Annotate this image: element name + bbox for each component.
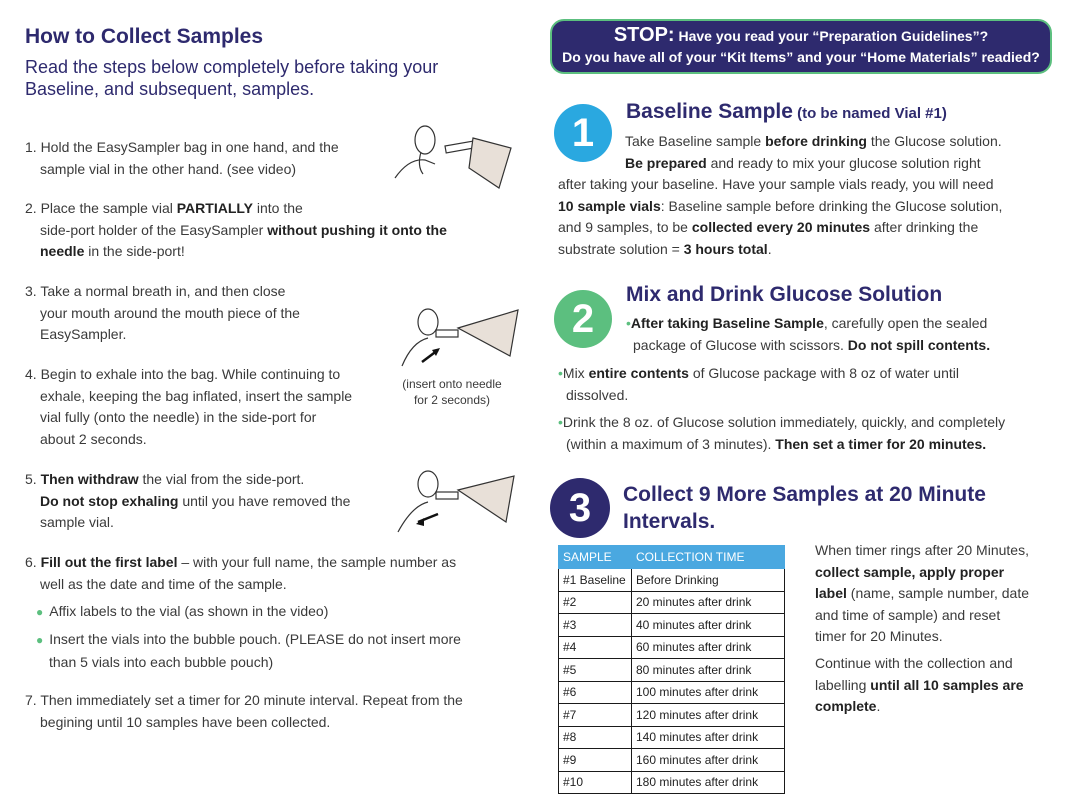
- step-number-2: 2: [554, 290, 612, 348]
- step-2: 2. Place the sample vial PARTIALLY into the side-port holder of the EasySampler without pushing it onto the needle in the side-port!: [25, 200, 447, 259]
- table-row: #6 100 minutes after drink: [559, 681, 785, 704]
- section-2-title: Mix and Drink Glucose Solution: [626, 283, 943, 306]
- table-header-collection-time: COLLECTION TIME: [632, 546, 785, 569]
- table-row: #3 40 minutes after drink: [559, 614, 785, 637]
- table-row: #9 160 minutes after drink: [559, 749, 785, 772]
- table-row: #1 Baseline Before Drinking: [559, 569, 785, 592]
- table-header-row: [559, 546, 785, 569]
- page-subtitle: Read the steps below completely before taking your Baseline, and subsequent, samples.: [25, 57, 439, 99]
- step-6-bullet-2: ● Insert the vials into the bubble pouch. (PLEASE do not insert more than 5 vials into each bubble pouch): [36, 631, 461, 670]
- table-row: #8 140 minutes after drink: [559, 726, 785, 749]
- step-number-1: 1: [554, 104, 612, 162]
- section-1-title: Baseline Sample (to be named Vial #1): [626, 100, 947, 123]
- table-row: #5 80 minutes after drink: [559, 659, 785, 682]
- step-6-bullet-1: ● Affix labels to the vial (as shown in the video): [36, 603, 329, 619]
- step-4: 4. Begin to exhale into the bag. While continuing to exhale, keeping the bag inflated, insert the sample vial fully (onto the needle) in the side-port for about 2 seconds.: [25, 366, 353, 447]
- section-3-instructions: When timer rings after 20 Minutes, collect sample, apply proper label (name, sample number, date and time of sample) and reset timer for 20 Minutes.: [815, 542, 1030, 644]
- step-7: 7. Then immediately set a timer for 20 minute interval. Repeat from the begining until 10 samples have been collected.: [25, 692, 463, 730]
- person-holding-bag-illustration: [385, 118, 515, 198]
- section-1-text: Take Baseline sample before drinking the Glucose solution. Be prepared and ready to mix your glucose solution right after taking your baseline. Have your sample vials ready, you will need 10 sample vials: Baseline sample before drinking the Glucose solution, and 9 samples, to be collected every 20 minutes after drinking the substrate solution = 3 hours total.: [558, 133, 1003, 257]
- step-1: 1. Hold the EasySampler bag in one hand, and the sample vial in the other hand. (see video): [25, 139, 339, 177]
- illustration-caption: (insert onto needle for 2 seconds): [402, 377, 502, 407]
- table-row: #7 120 minutes after drink: [559, 704, 785, 727]
- person-withdrawing-vial-illustration: [382, 462, 517, 537]
- section-3-continue-text: Continue with the collection and labelling until all 10 samples are complete.: [815, 655, 1024, 714]
- step-5: 5. Then withdraw the vial from the side-port. Do not stop exhaling until you have removed the sample vial.: [25, 471, 351, 530]
- step-3: 3. Take a normal breath in, and then close your mouth around the mouth piece of the EasySampler.: [25, 283, 300, 342]
- section-2-bullet-1: •After taking Baseline Sample, carefully open the sealed package of Glucose with scissors. Do not spill contents.: [626, 315, 991, 353]
- table-header-sample: SAMPLE: [559, 546, 632, 569]
- table-row: #4 60 minutes after drink: [559, 636, 785, 659]
- stop-banner: STOP: Have you read your “Preparation Guidelines”? Do you have all of your “Kit Items” and your “Home Materials” readied?: [550, 19, 1052, 74]
- step-number-3: 3: [550, 478, 610, 538]
- table-row: #2 20 minutes after drink: [559, 591, 785, 614]
- sample-schedule-table: [558, 545, 785, 794]
- section-2-bullet-3: •Drink the 8 oz. of Glucose solution immediately, quickly, and completely (within a maximum of 3 minutes). Then set a timer for 20 minutes.: [558, 414, 1006, 452]
- section-2-bullet-2: •Mix entire contents of Glucose package with 8 oz of water until dissolved.: [558, 365, 959, 403]
- step-6: 6. Fill out the first label – with your full name, the sample number as well as the date and time of the sample.: [25, 554, 457, 592]
- section-3-title: Collect 9 More Samples at 20 Minute Intervals.: [623, 483, 986, 533]
- page-title: How to Collect Samples: [25, 25, 264, 48]
- person-exhaling-illustration: [392, 300, 522, 372]
- table-row: #10 180 minutes after drink: [559, 771, 785, 794]
